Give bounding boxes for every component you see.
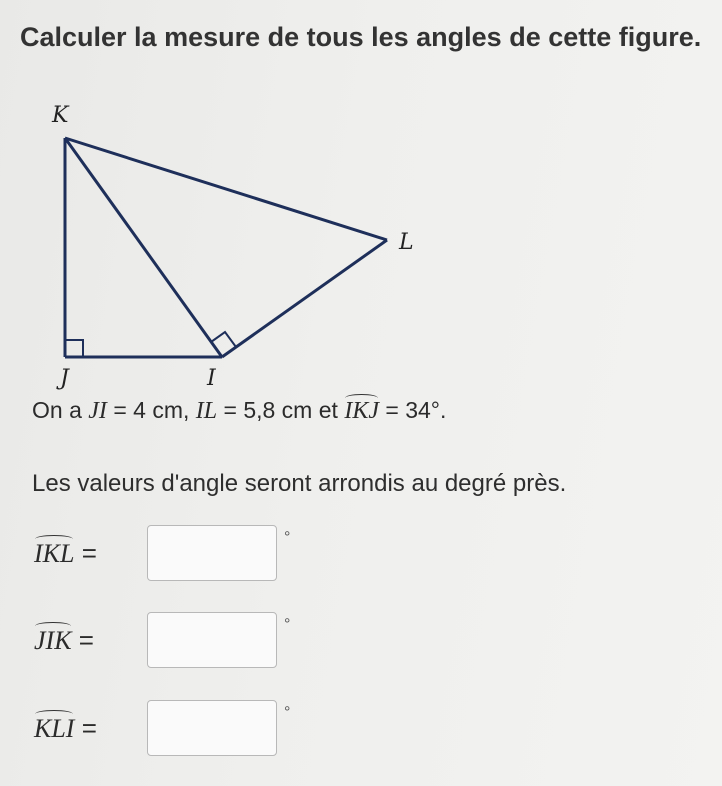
il-label: IL: [195, 398, 218, 424]
vertex-label-i: I: [207, 366, 216, 391]
answer-input-jik[interactable]: [147, 612, 277, 668]
given-data: [32, 397, 446, 425]
answer-label-kli: [34, 713, 97, 744]
degree-symbol: °: [284, 529, 291, 546]
equals-sign: =: [81, 538, 97, 568]
segment-ki: [65, 138, 222, 357]
right-angle-mark-j: [65, 340, 83, 357]
degree-symbol: °: [284, 704, 291, 721]
angle-ikl-label: IKL: [34, 539, 75, 568]
answer-input-ikl[interactable]: [147, 525, 277, 581]
segment-il: [222, 240, 387, 357]
answer-label-ikl: [34, 538, 97, 569]
vertex-label-l: L: [399, 230, 414, 255]
vertex-label-k: K: [52, 103, 69, 128]
il-value: = 5,8 cm: [223, 397, 313, 423]
given-connector: et: [318, 397, 338, 423]
angle-ikj-value: = 34°.: [385, 397, 447, 423]
equals-sign: =: [81, 713, 97, 743]
degree-symbol: °: [284, 616, 291, 633]
rounding-note: Les valeurs d'angle seront arrondis au degré près.: [32, 470, 567, 497]
angle-ikj-label: IKJ: [344, 398, 379, 424]
angle-jik-label: JIK: [34, 626, 72, 655]
equals-sign: =: [78, 625, 94, 655]
ji-label: JI: [88, 398, 107, 424]
segment-kl: [65, 138, 387, 240]
ji-value: = 4 cm,: [113, 397, 190, 423]
vertex-label-j: J: [60, 366, 69, 391]
problem-title: Calculer la mesure de tous les angles de cette figure.: [20, 22, 702, 52]
angle-kli-label: KLI: [34, 714, 75, 743]
given-prefix: On a: [32, 397, 82, 423]
answer-input-kli[interactable]: [147, 700, 277, 756]
answer-label-jik: [34, 625, 94, 656]
